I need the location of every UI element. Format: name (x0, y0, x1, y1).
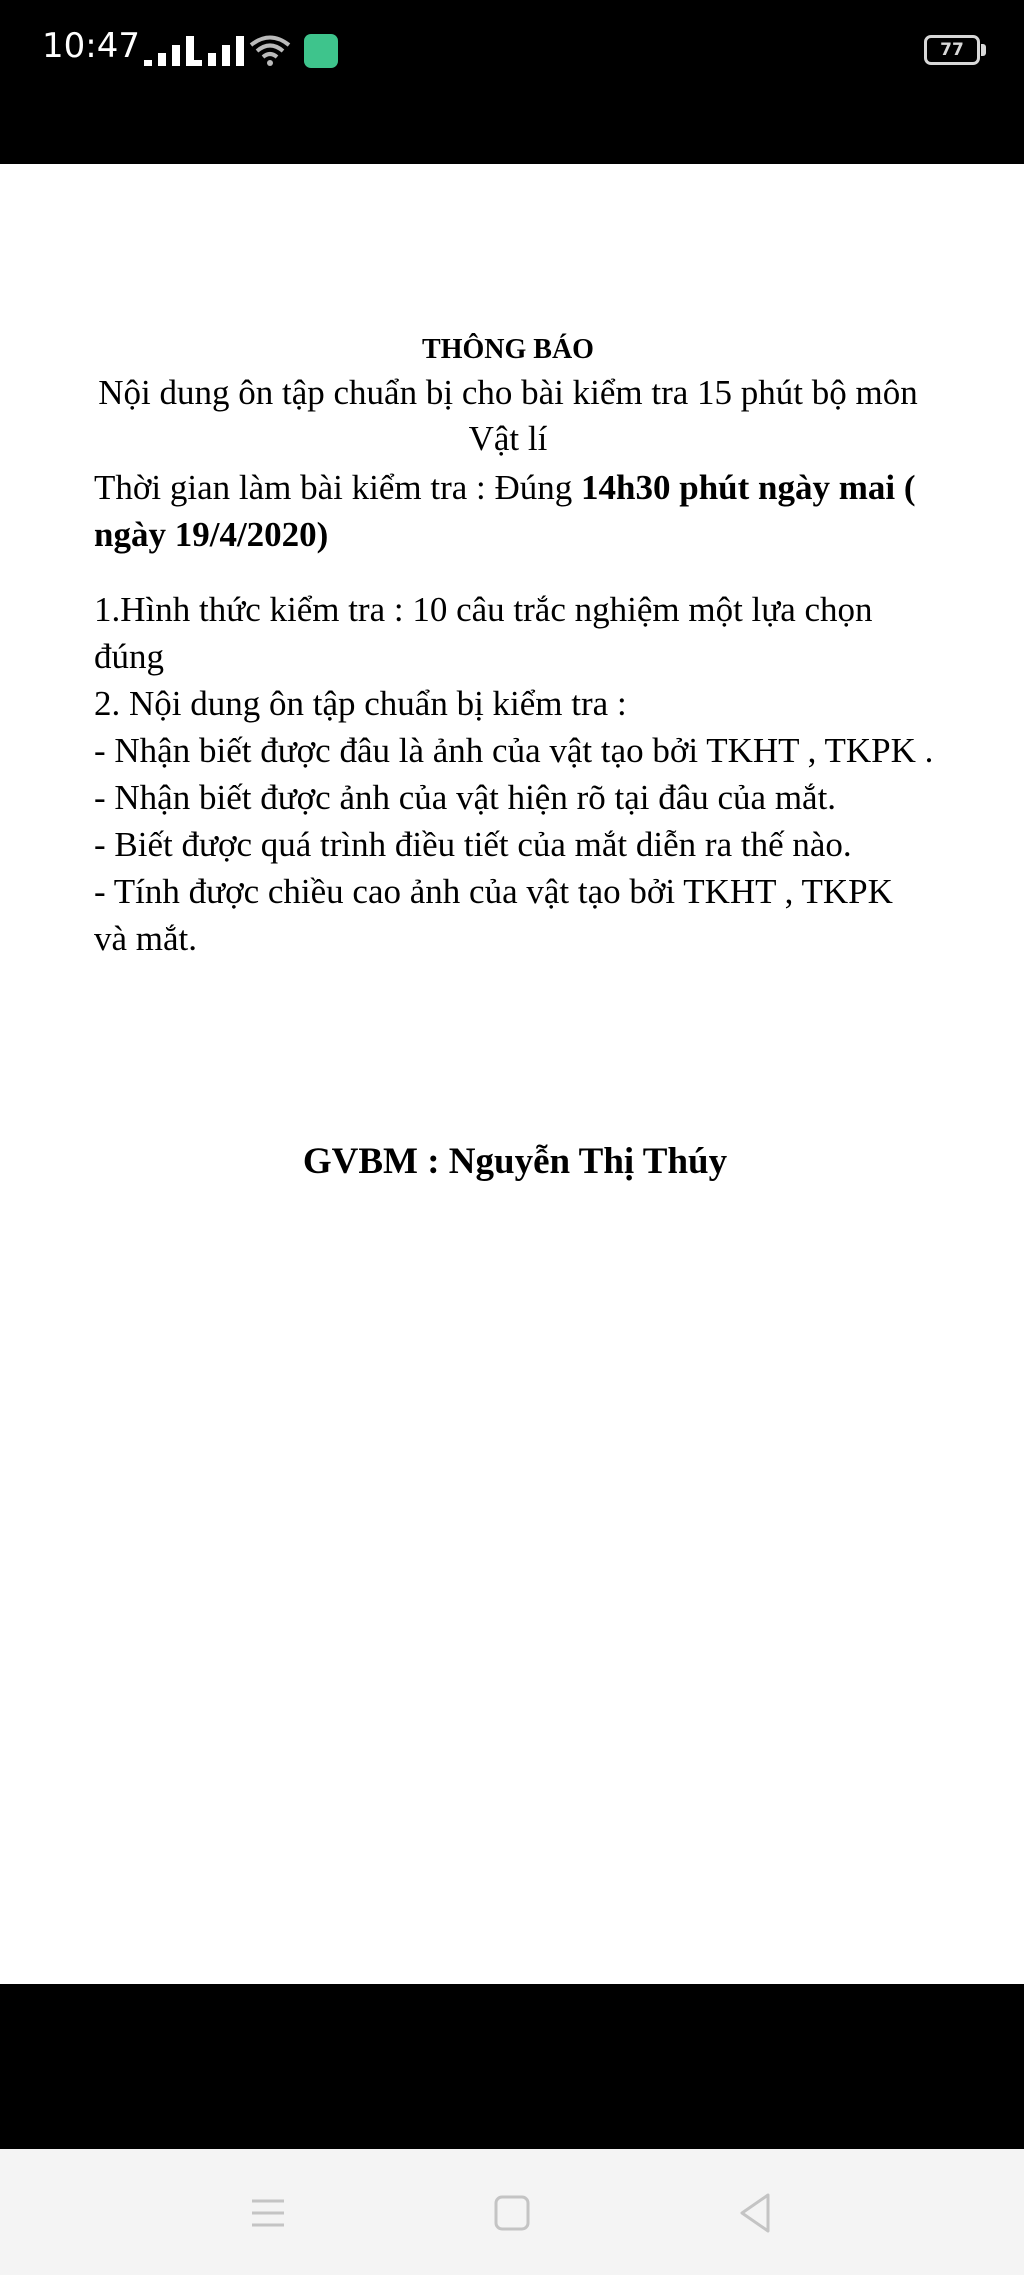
battery-icon: 77 (924, 35, 980, 65)
home-icon[interactable] (490, 2191, 534, 2235)
status-bar (0, 0, 1024, 164)
viewer-bottom-area (0, 1984, 1024, 2149)
status-time: 10:47 (42, 26, 140, 66)
list-item: 1.Hình thức kiểm tra : 10 câu trắc nghiệm một lựa chọn đúng (94, 590, 873, 676)
wifi-icon (248, 32, 292, 68)
list-item: - Nhận biết được đâu là ảnh của vật tạo bởi TKHT , TKPK . (94, 731, 934, 770)
list-item: - Tính được chiều cao ảnh của vật tạo bởi TKHT , TKPK và mắt. (94, 872, 893, 958)
list-item: - Nhận biết được ảnh của vật hiện rõ tại đâu của mắt. (94, 778, 837, 817)
list-item: - Biết được quá trình điều tiết của mắt diễn ra thế nào. (94, 825, 852, 864)
document-body (94, 464, 934, 962)
document-page (0, 164, 1024, 1984)
navigation-bar (0, 2149, 1024, 2275)
battery-tip (981, 44, 986, 56)
menu-icon[interactable] (246, 2191, 290, 2235)
document-subtitle: Nội dung ôn tập chuẩn bị cho bài kiểm tra 15 phút bộ môn Vật lí (98, 373, 918, 458)
back-icon[interactable] (734, 2191, 778, 2235)
exam-time-prefix: Thời gian làm bài kiểm tra : Đúng (94, 468, 582, 507)
exam-time-bold: 14h30 phút ngày mai ( ngày 19/4/2020) (94, 468, 916, 554)
list-item: 2. Nội dung ôn tập chuẩn bị kiểm tra : (94, 684, 627, 723)
teacher-signature: GVBM : Nguyễn Thị Thúy (302, 1141, 728, 1182)
page-title: THÔNG BÁO (422, 334, 594, 365)
notification-icon (304, 34, 338, 68)
exam-time (94, 464, 934, 558)
